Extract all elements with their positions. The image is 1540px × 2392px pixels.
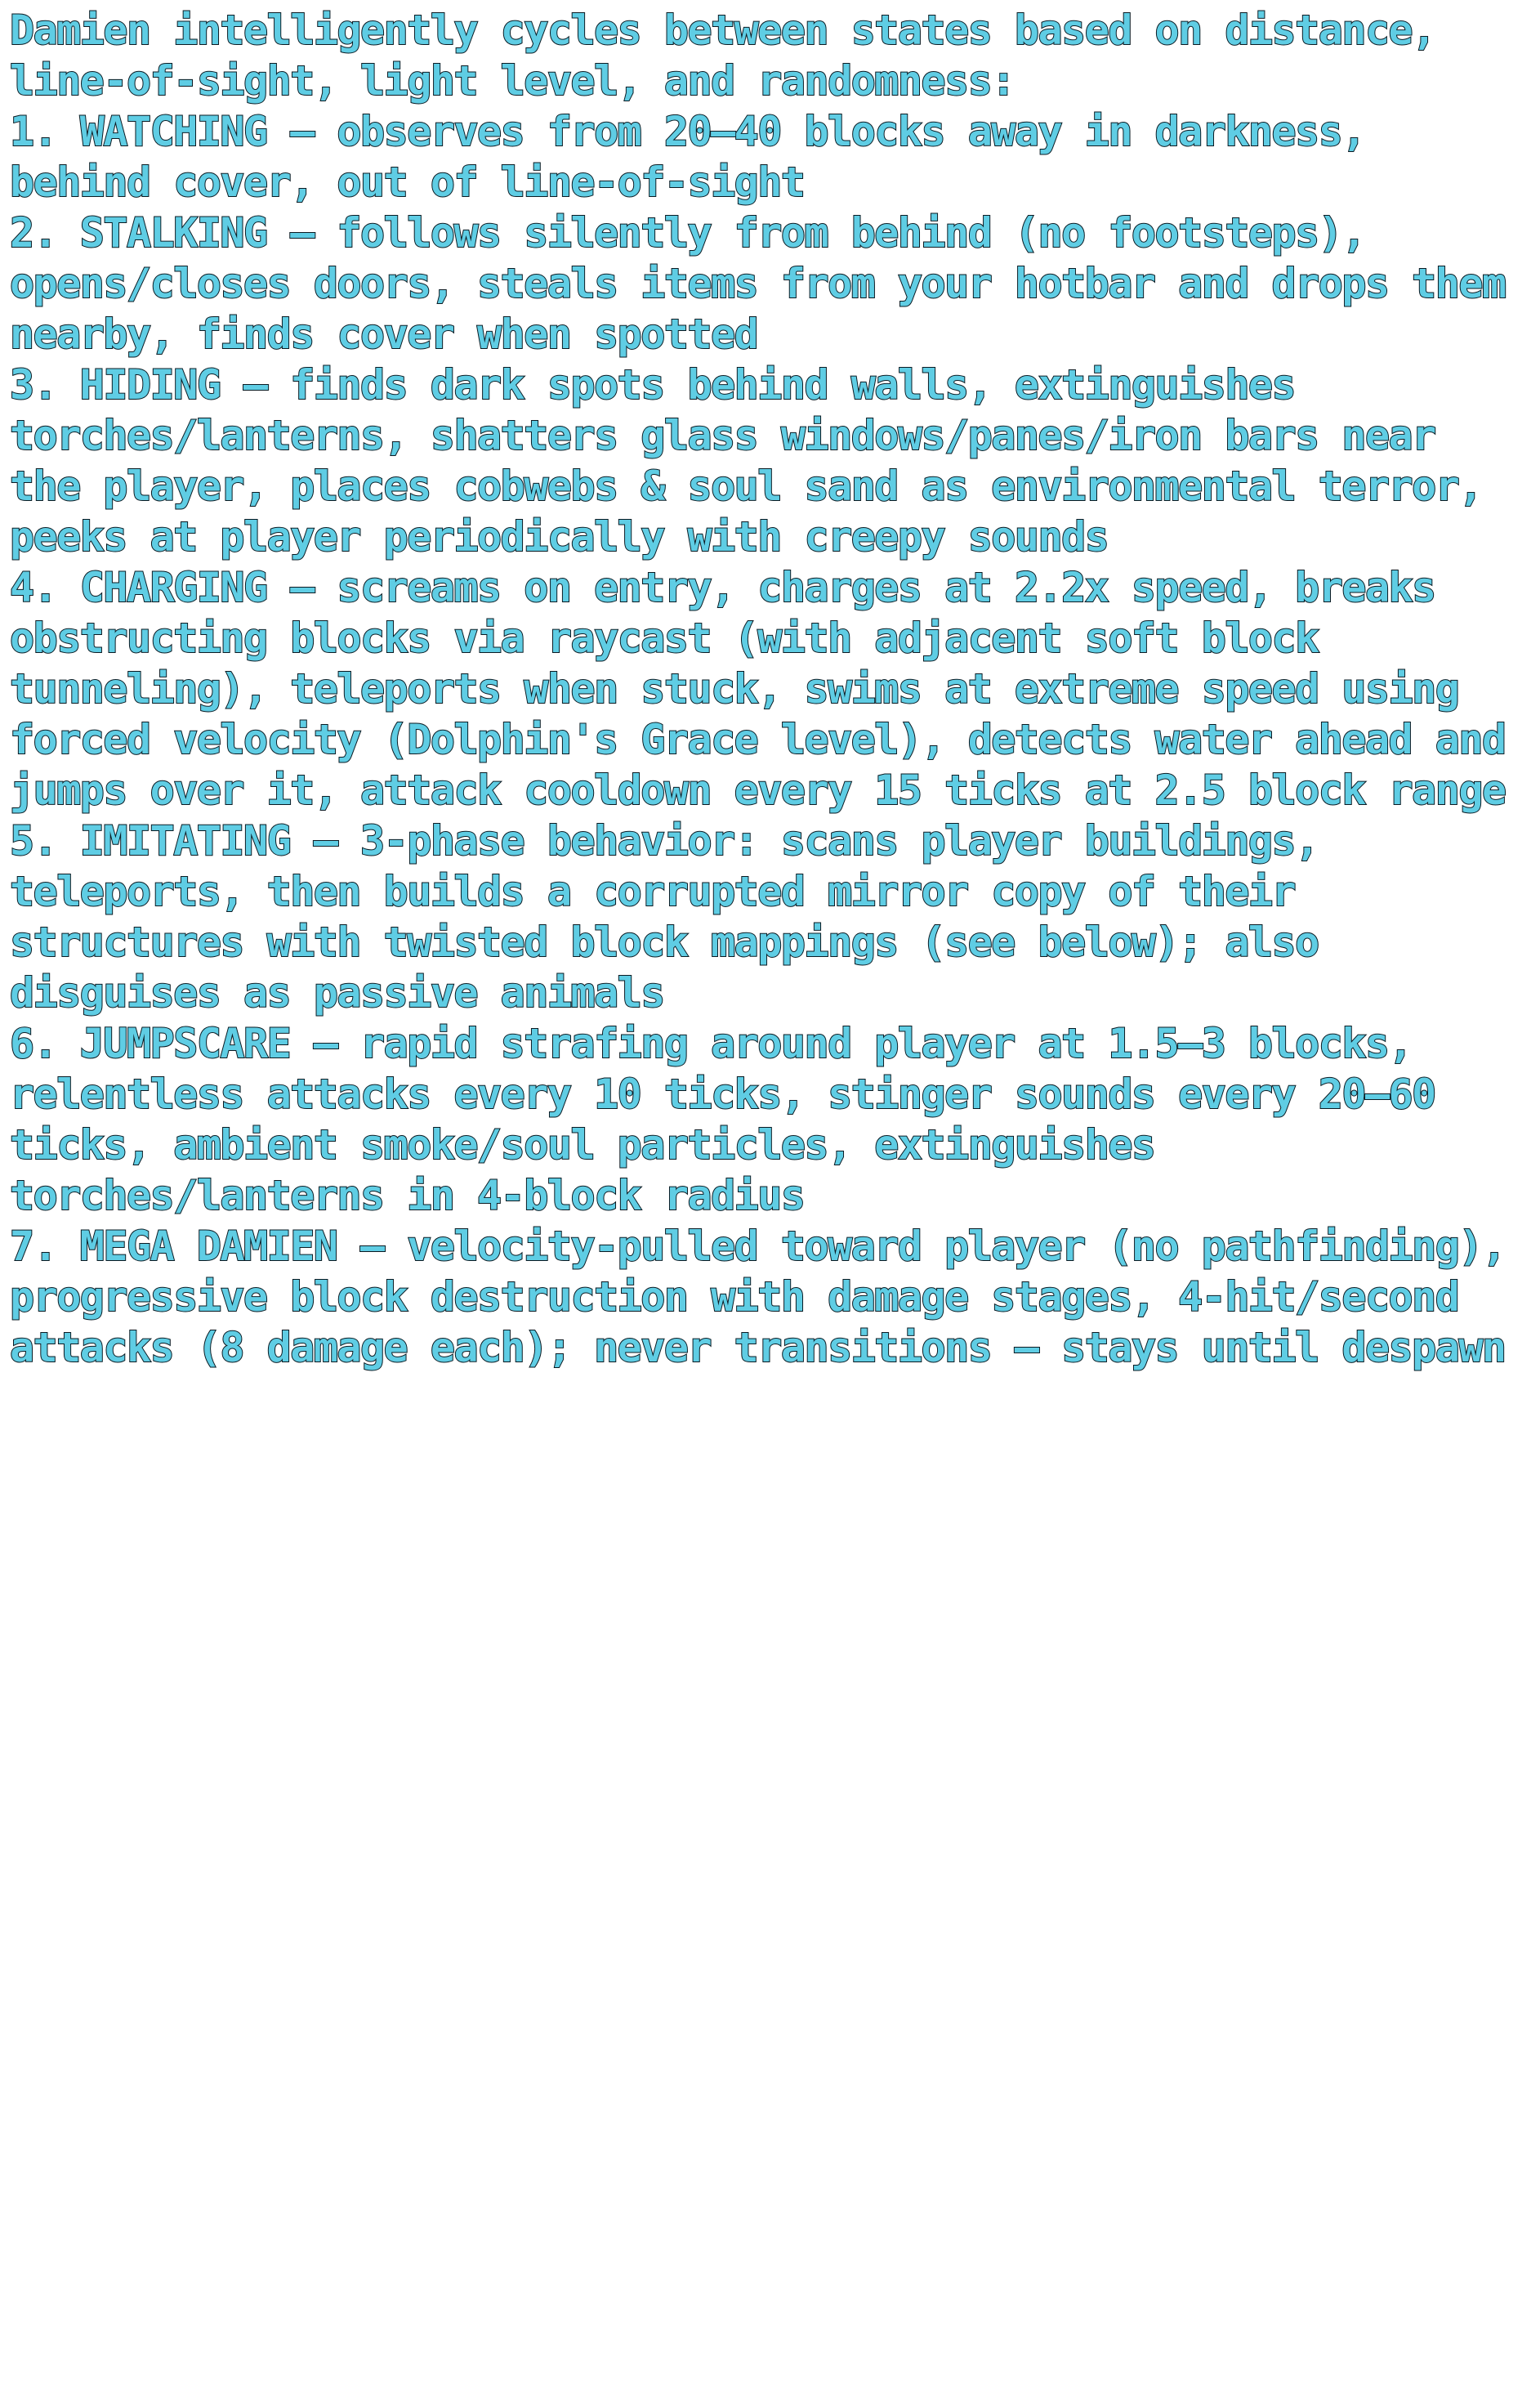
state-charging: 4. CHARGING — screams on entry, charges at 2.2x speed, breaks obstructing blocks via raycast (with adjacent soft block tunneling), teleports when stuck, swims at extreme speed using forced velocity (Dolphin's Grace level), detects water ahead and jumps over it, attack cooldown every 15 ticks at 2.5 block range — [10, 564, 1506, 814]
state-jumpscare: 6. JUMPSCARE — rapid strafing around player at 1.5–3 blocks, relentless attacks every 10 ticks, stinger sounds every 20–60 ticks, ambient smoke/soul particles, extinguishes torches/lanterns in 4-block radius — [10, 1020, 1435, 1219]
state-watching: 1. WATCHING — observes from 20–40 blocks away in darkness, behind cover, out of line-of-sight — [10, 108, 1365, 206]
state-stalking: 2. STALKING — follows silently from behind (no footsteps), opens/closes doors, steals items from your hotbar and drops them nearby, finds cover when spotted — [10, 209, 1506, 358]
state-hiding: 3. HIDING — finds dark spots behind walls, extinguishes torches/lanterns, shatters glass windows/panes/iron bars near the player, places cobwebs & soul sand as environmental terror, peeks at player periodically with creepy sounds — [10, 361, 1482, 561]
state-imitating: 5. IMITATING — 3-phase behavior: scans player buildings, teleports, then builds a corrupted mirror copy of their structures with twisted block mappings (see below); also disguises as passive animals — [10, 817, 1319, 1017]
state-mega-damien: 7. MEGA DAMIEN — velocity-pulled toward player (no pathfinding), progressive block destruction with damage stages, 4-hit/second attacks (8 damage each); never transitions — stays until despawn — [10, 1223, 1506, 1371]
document-body — [10, 5, 1513, 1373]
intro-paragraph: Damien intelligently cycles between states based on distance, line-of-sight, light level, and randomness: — [10, 7, 1435, 105]
